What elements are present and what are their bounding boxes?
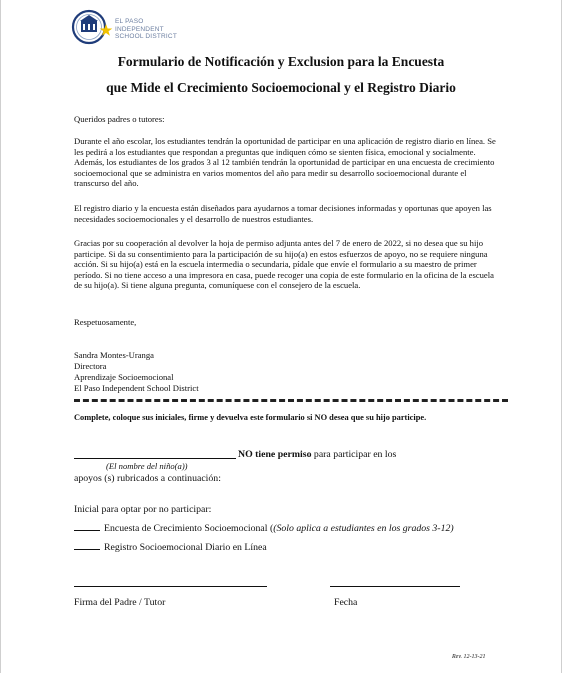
parent-signature-field[interactable] (74, 586, 267, 587)
logo-line-3: SCHOOL DISTRICT (115, 33, 177, 40)
letter-paragraph-2: El registro diario y la encuesta están diseñados para ayudarnos a tomar decisiones informadas y oportunas que apoyen las necesidades socioemocionales y el desarrollo de nuestros estudiantes. (74, 203, 492, 224)
logo-line-2: INDEPENDENT (115, 25, 164, 33)
signature-block (74, 350, 502, 394)
signer-name: Sandra Montes-Uranga (74, 350, 154, 360)
date-field[interactable] (330, 586, 460, 587)
opt-out-survey-row (74, 522, 454, 534)
child-name-field[interactable] (74, 458, 236, 459)
child-name-label: (El nombre del niño(a)) (106, 461, 188, 471)
letter-closing: Respetuosamente, (74, 317, 137, 327)
letter-greeting: Queridos padres o tutores: (74, 114, 165, 124)
revision-note: Rev. 12-13-21 (452, 654, 486, 660)
daily-checkin-option-label: Registro Socioemocional Diario en Línea (104, 542, 267, 553)
survey-option-note: (Solo aplica a estudiantes en los grados 3-12) (273, 523, 454, 534)
signer-role: Directora (74, 361, 107, 371)
survey-option-label: Encuesta de Crecimiento Socioemocional ( (104, 523, 274, 534)
page-left-edge (0, 0, 1, 673)
signer-department: Aprendizaje Socioemocional (74, 372, 174, 382)
letter-paragraph-3: Gracias por su cooperación al devolver la hoja de permiso adjunta antes del 7 de enero de 2022, si no desea que su hijo participe. Si da su consentimiento para la participación de su hijo(a) en estos esfuerzos de apoyo, no se requiere ninguna acción. Si su hijo(a) está en la escuela intermedia o secundaria, pídale que envíe el formulario a su maestro de primer período. Si no tiene acceso a una impresora en casa, puede recoger una copia de este formulario en la oficina de la escuela de su hijo(a). Si tiene alguna pregunta, comuníquese con el consejero de la escuela. (74, 238, 494, 291)
form-title-line-1: Formulario de Notificación y Exclusion para la Encuesta (117, 54, 445, 69)
form-title-line-2: que Mide el Crecimiento Socioemocional y el Registro Diario (106, 80, 456, 95)
opt-out-initial-heading: Inicial para optar por no participar: (74, 504, 212, 515)
letter-paragraph-1: Durante el año escolar, los estudiantes tendrán la oportunidad de participar en una aplicación de registro diario en línea. Se les pedirá a los estudiantes que respondan a preguntas que indiquen cómo se sienten física, emocional y socialmente. Además, los estudiantes de los grados 3 al 12 también tendrán la oportunidad de participar en una encuesta de crecimiento socioemocional que se administra en varios momentos del año para medir su desarrollo socioemocional durante el transcurso del año. (74, 136, 496, 189)
district-seal-icon (70, 9, 114, 45)
logo-line-1: EL PASO (115, 18, 144, 25)
parent-signature-label: Firma del Padre / Tutor (74, 597, 166, 608)
district-name (115, 18, 177, 41)
signer-organization: El Paso Independent School District (74, 383, 199, 393)
form-instruction: Complete, coloque sus iniciales, firme y devuelva este formulario si NO desea que su hijo participe. (74, 413, 427, 422)
opt-out-daily-checkin-row (74, 541, 267, 553)
no-permission-bold: NO tiene permiso (238, 449, 312, 460)
no-permission-rest: para participar en los (311, 449, 397, 460)
daily-checkin-initial-field[interactable] (74, 541, 100, 550)
date-label: Fecha (334, 597, 358, 608)
cut-line-divider (74, 399, 508, 402)
district-logo (70, 9, 200, 45)
supports-statement: apoyos (s) rubricados a continuación: (74, 473, 221, 484)
survey-initial-field[interactable] (74, 522, 100, 531)
no-permission-statement (238, 449, 396, 460)
